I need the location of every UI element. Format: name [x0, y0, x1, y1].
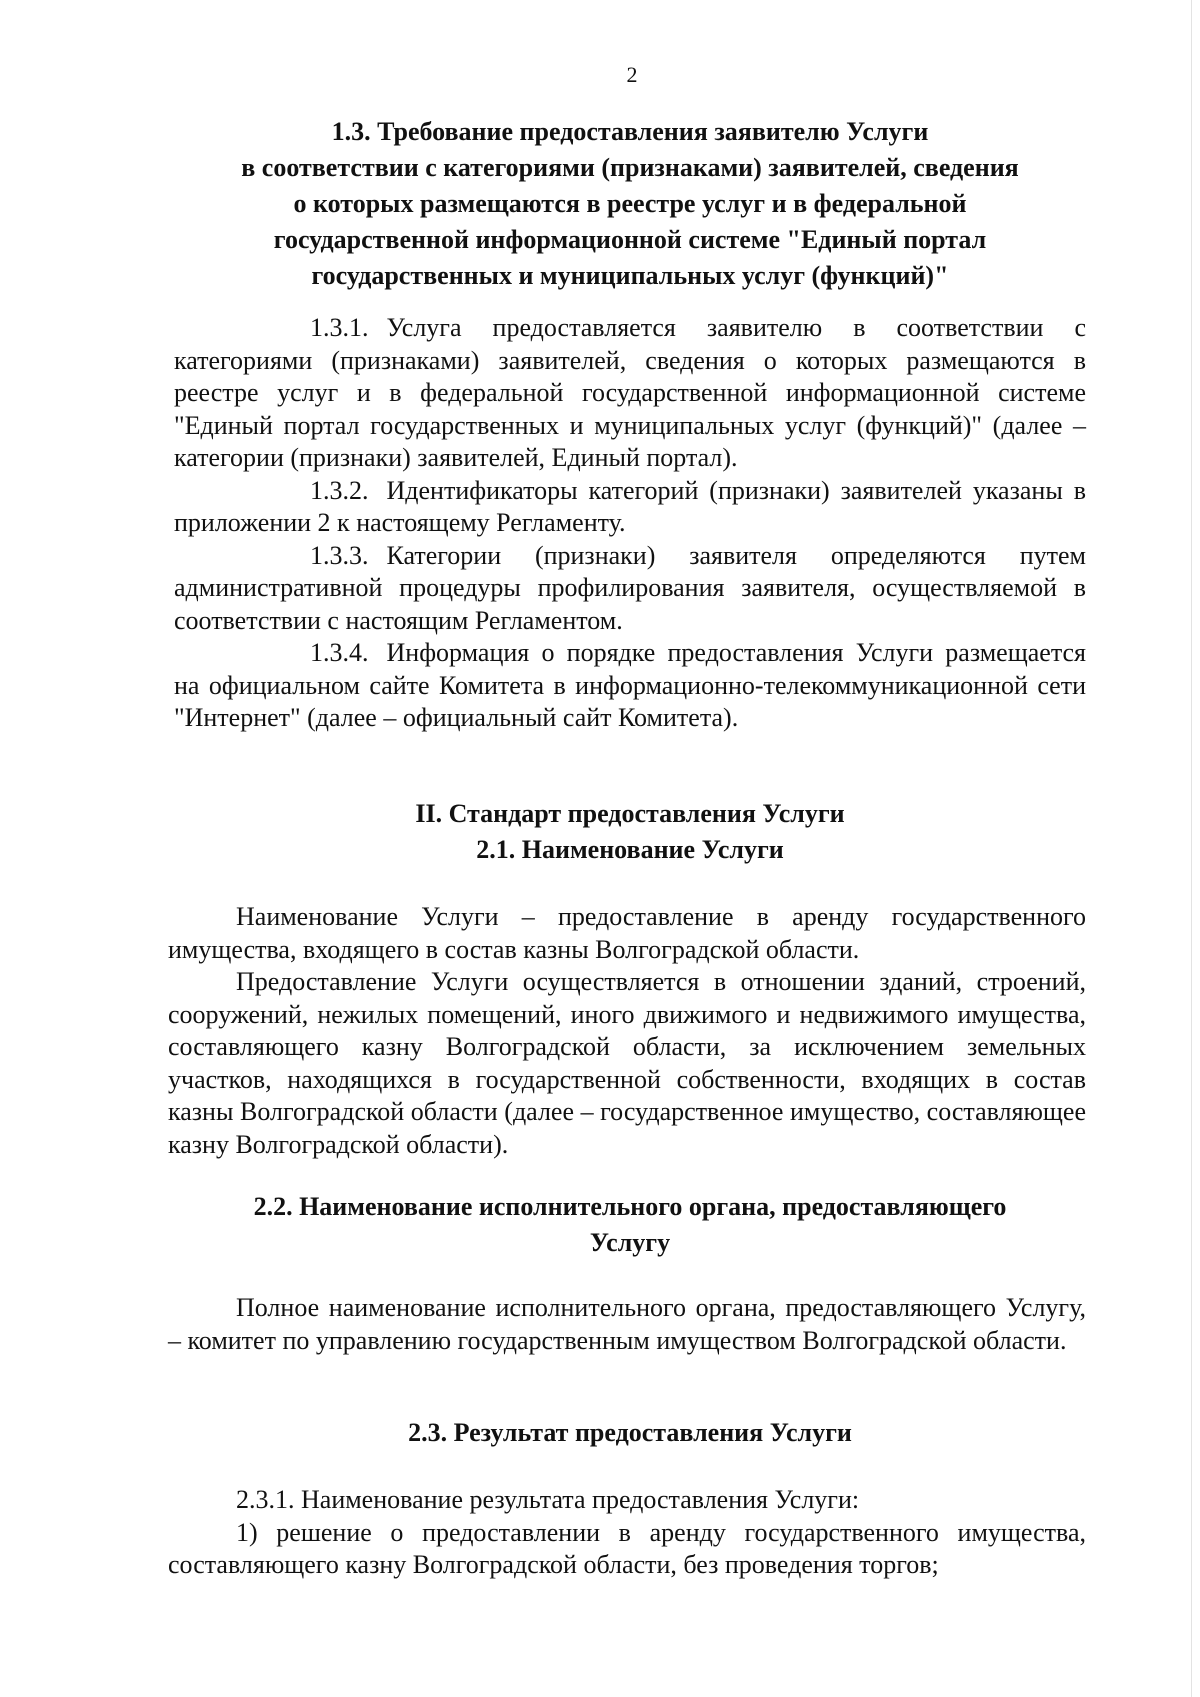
paragraph: 2.3.1. Наименование результата предоставления Услуги: — [236, 1485, 860, 1514]
section-2-2-heading — [150, 1189, 1110, 1261]
paragraph-text: Информация о порядке предоставления Услуги размещается на официальном сайте Комитета в информационно-телекоммуникационной сети "Интернет" (далее – официальный сайт Комитета). — [174, 638, 1086, 732]
section-1-3-body — [174, 312, 1086, 735]
paragraph-text: Идентификаторы категорий (признаки) заявителей указаны в приложении 2 к настоящему Регламенту. — [174, 475, 1086, 537]
section-2-heading — [150, 796, 1110, 868]
paragraph-text: Категории (признаки) заявителя определяются путем административной процедуры профилирования заявителя, осуществляемой в соответствии с настоящим Регламентом. — [174, 540, 1086, 635]
paragraph-1-3-2 — [174, 475, 1086, 540]
heading-line: 2.3. Результат предоставления Услуги — [408, 1418, 852, 1447]
paragraph-number: 1.3.2. — [310, 475, 369, 505]
page-number: 2 — [626, 62, 638, 87]
paragraph-text: Услуга предоставляется заявителю в соответствии с категориями (признаками) заявителей, сведения о которых размещаются в реестре услуг и в федеральной государственной информационной системе "Единый портал государственных и муниципальных услуг (функций)" (далее – категории (признаки) заявителей, Единый портал). — [174, 313, 1086, 472]
heading-line: государственных и муниципальных услуг (функций)" — [311, 261, 949, 290]
paragraph-number: 1.3.4. — [310, 638, 369, 667]
scan-edge-line — [1191, 0, 1192, 1697]
paragraph-1-3-3 — [174, 540, 1086, 638]
heading-line: 2.2. Наименование исполнительного органа, предоставляющего — [253, 1192, 1007, 1221]
heading-line: в соответствии с категориями (признаками) заявителей, сведения — [241, 153, 1019, 182]
section-2-2-body — [168, 1292, 1086, 1357]
section-2-3-body — [168, 1484, 1086, 1582]
section-1-3-heading — [150, 114, 1110, 294]
paragraph-1-3-4 — [174, 637, 1086, 735]
heading-line: государственной информационной системе "Единый портал — [273, 225, 987, 254]
paragraph: Полное наименование исполнительного органа, предоставляющего Услугу, – комитет по управлению государственным имуществом Волгоградской области. — [168, 1293, 1086, 1355]
heading-line: 2.1. Наименование Услуги — [476, 835, 784, 864]
paragraph: Предоставление Услуги осуществляется в отношении зданий, строений, сооружений, нежилых помещений, иного движимого и недвижимого имущества, составляющего казну Волгоградской области, за исключением земельных участков, находящихся в государственной собственности, входящих в состав казны Волгоградской области (далее – государственное имущество, составляющее казну Волгоградской области). — [168, 967, 1086, 1159]
section-2-1-body — [168, 901, 1086, 1161]
section-2-3-heading — [150, 1415, 1110, 1451]
paragraph-number: 1.3.1. — [310, 313, 369, 342]
heading-line: II. Стандарт предоставления Услуги — [415, 799, 845, 828]
paragraph-1-3-1 — [174, 312, 1086, 475]
paragraph: Наименование Услуги – предоставление в аренду государственного имущества, входящего в состав казны Волгоградской области. — [168, 902, 1086, 964]
heading-line: 1.3. Требование предоставления заявителю Услуги — [331, 117, 929, 146]
paragraph-number: 1.3.3. — [310, 540, 369, 570]
paragraph: 1) решение о предоставлении в аренду государственного имущества, составляющего казну Волгоградской области, без проведения торгов; — [168, 1517, 1086, 1579]
heading-line: о которых размещаются в реестре услуг и в федеральной — [293, 189, 967, 218]
heading-line: Услугу — [589, 1228, 671, 1257]
